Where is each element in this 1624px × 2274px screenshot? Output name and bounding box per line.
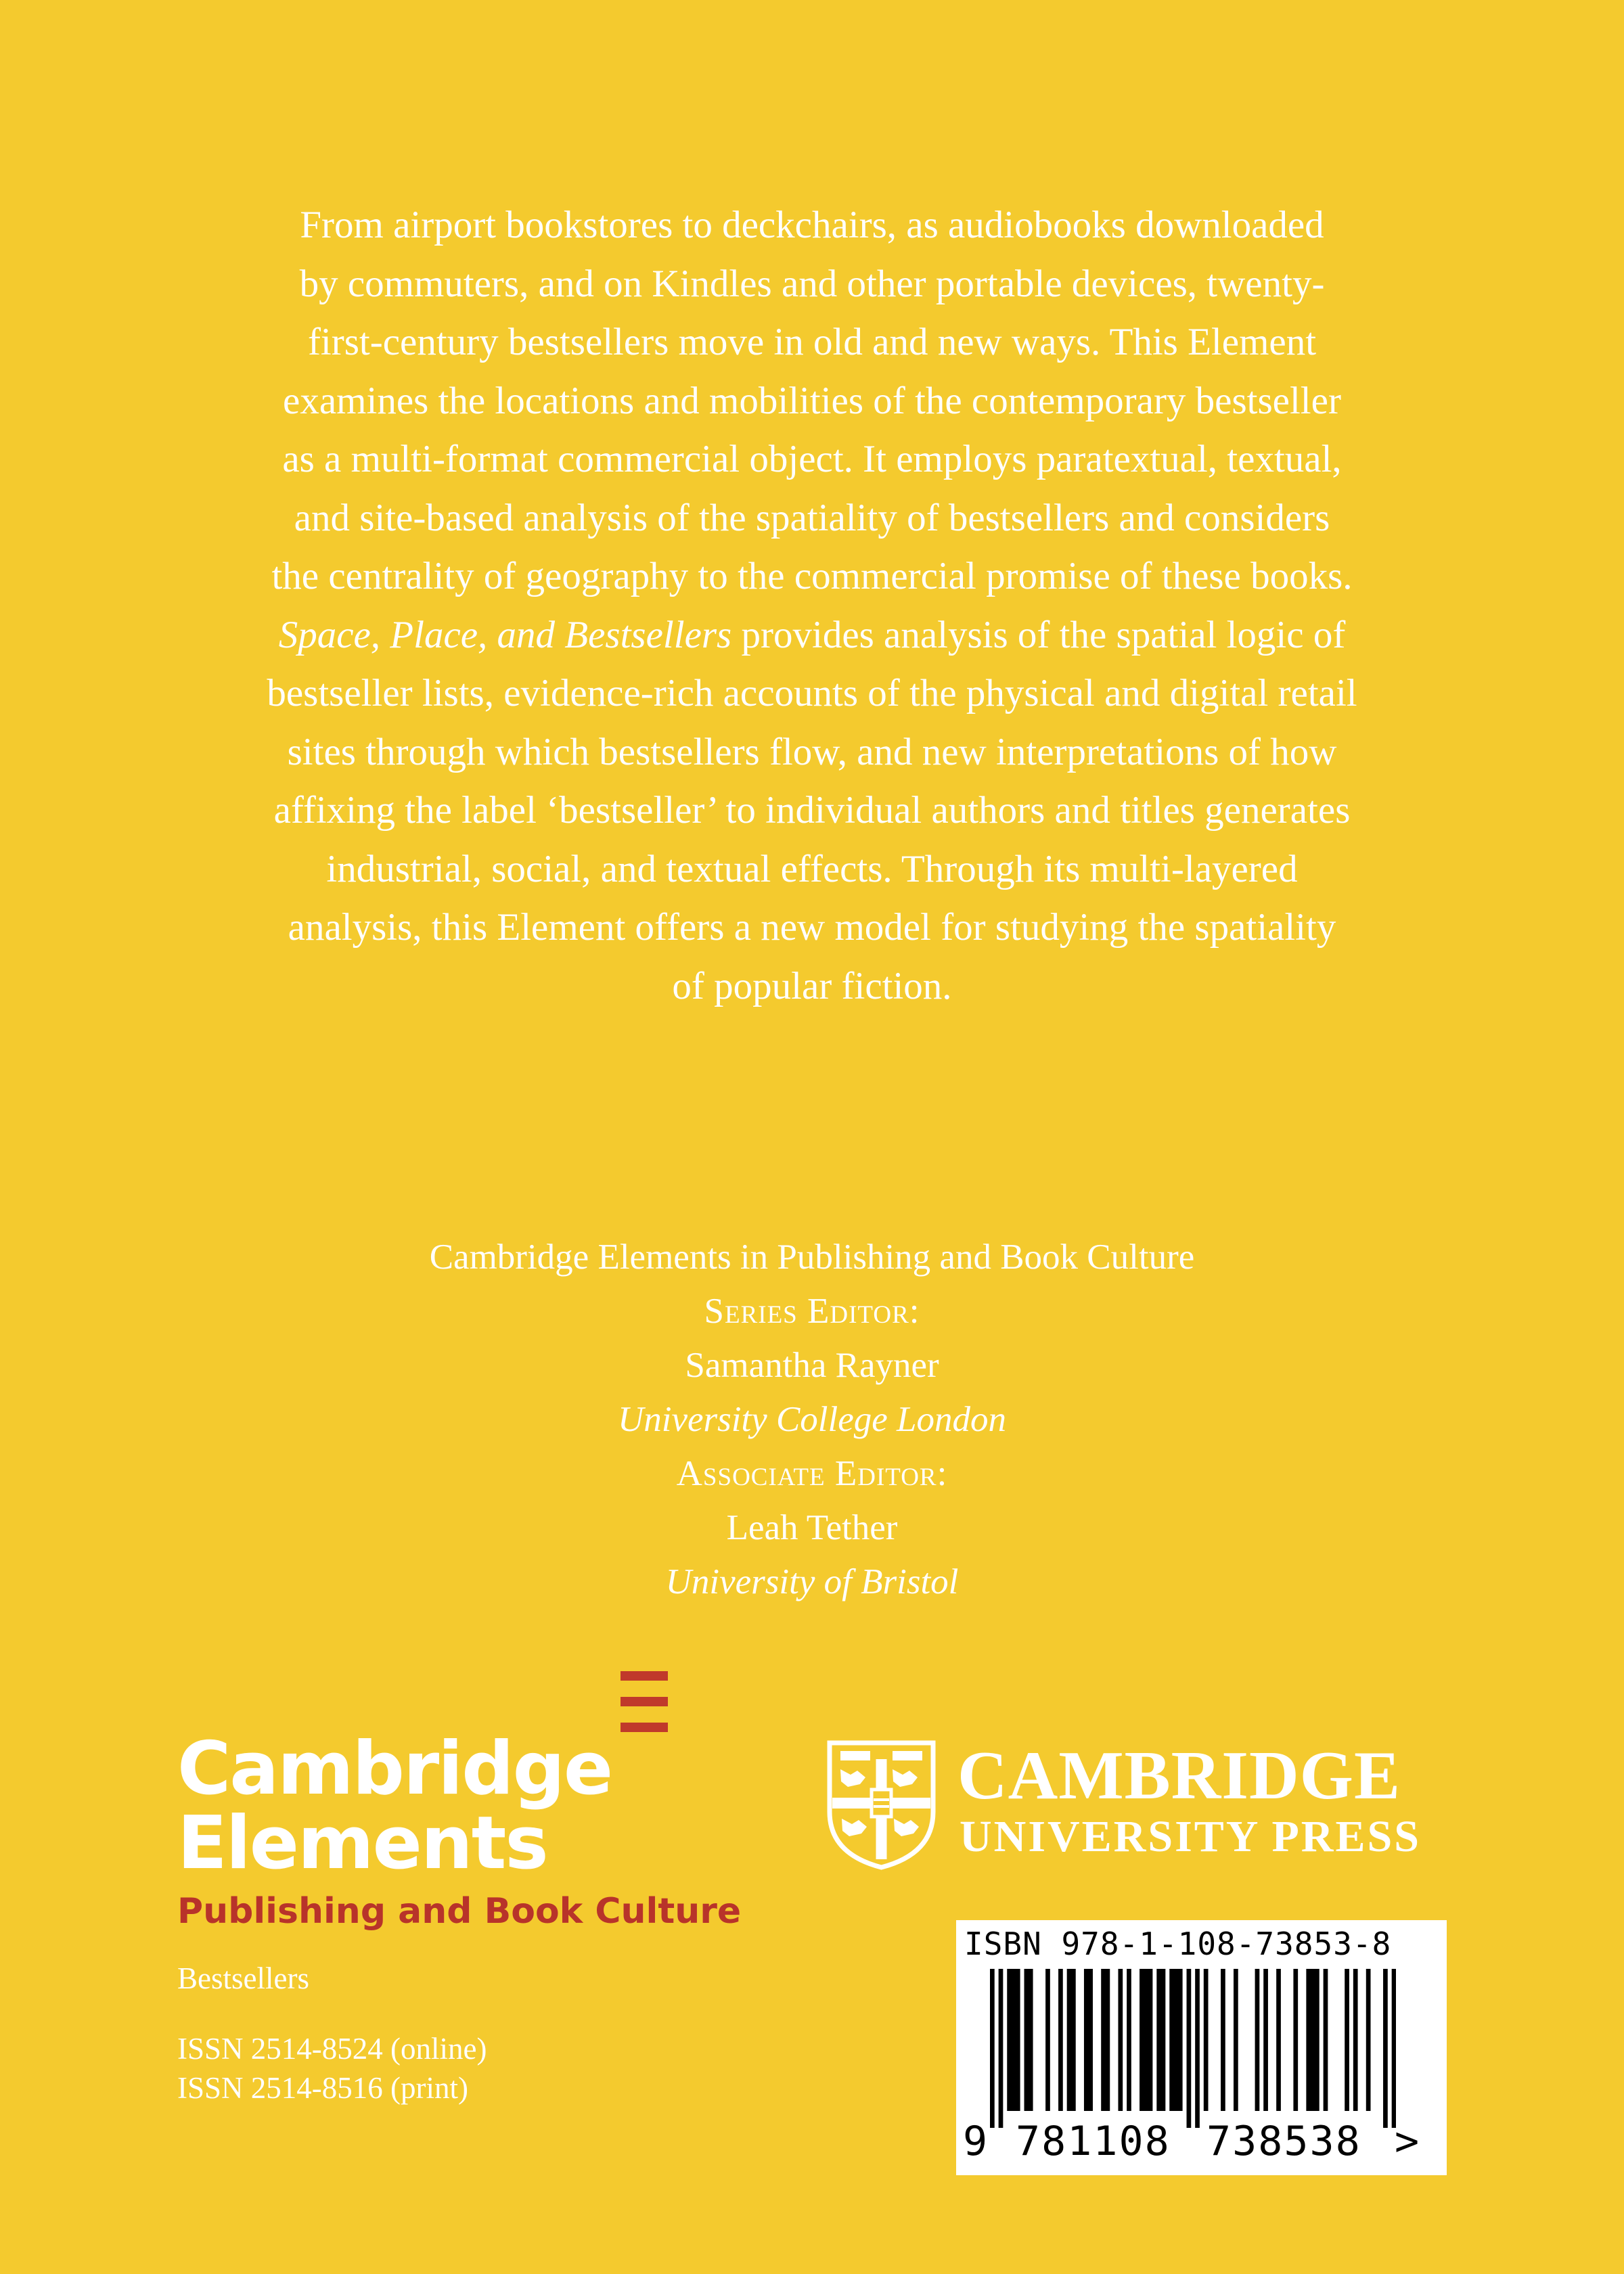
blurb-line: as a multi-format commercial object. It employs paratextual, textual, xyxy=(282,438,1342,480)
blurb-line: affixing the label ‘bestseller’ to individual authors and titles generates xyxy=(273,789,1351,832)
barcode-bar xyxy=(1127,1969,1131,2111)
barcode-bar xyxy=(1140,1969,1144,2111)
blurb-line xyxy=(169,606,1455,665)
blurb-line: first-century bestsellers move in old and new ways. This Element xyxy=(307,321,1317,363)
blurb-line: by commuters, and on Kindles and other portable devices, twenty- xyxy=(299,262,1325,305)
barcode-digit-group1: 781108 xyxy=(1016,2118,1171,2165)
issn-info xyxy=(177,1959,487,2108)
blurb-line: examines the locations and mobilities of the contemporary bestseller xyxy=(283,379,1341,422)
barcode-bar xyxy=(1345,1969,1349,2111)
barcode-bar xyxy=(1144,1969,1148,2111)
cambridge-elements-logo xyxy=(177,1671,692,1894)
barcode-bar xyxy=(1315,1969,1320,2111)
barcode-digit-group2: 738538 xyxy=(1206,2118,1361,2165)
barcode-bar xyxy=(1306,1969,1311,2111)
barcode-bar xyxy=(1383,1969,1388,2128)
blurb-line-rest: provides analysis of the spatial logic of xyxy=(731,613,1346,656)
blurb-line: bestseller lists, evidence-rich accounts of the physical and digital retail xyxy=(267,672,1357,714)
series-subtitle: Publishing and Book Culture xyxy=(177,1891,742,1932)
barcode-bar xyxy=(1161,1969,1166,2111)
barcode-bar xyxy=(990,1969,995,2128)
barcode-bar xyxy=(1392,1969,1396,2128)
logo-word-elements: Elements xyxy=(177,1801,547,1886)
barcode-bar xyxy=(1084,1969,1089,2111)
logo-word-cambridge: Cambridge xyxy=(177,1727,612,1811)
blurb-line: analysis, this Element offers a new model for studying the spatiality xyxy=(288,906,1336,949)
barcode-bar xyxy=(1156,1969,1161,2111)
barcode-bar xyxy=(1195,1969,1200,2128)
issn-online: ISSN 2514-8524 (online) xyxy=(177,2032,487,2066)
blurb-line: industrial, social, and textual effects. Through its multi-layered xyxy=(326,847,1298,890)
series-editor-name: Samantha Rayner xyxy=(685,1346,939,1385)
series-editor-label: Series Editor: xyxy=(704,1292,920,1331)
barcode-bar xyxy=(1174,1969,1179,2111)
barcode-bar xyxy=(1101,1969,1106,2111)
barcode-bar xyxy=(1293,1969,1298,2111)
barcode-bar xyxy=(1366,1969,1371,2111)
barcode-bar xyxy=(1255,1969,1260,2111)
barcode-bar xyxy=(1045,1969,1050,2111)
cambridge-university-press-logo xyxy=(826,1739,1468,1874)
barcode-bar xyxy=(1263,1969,1268,2111)
blurb-line: From airport bookstores to deckchairs, as audiobooks downloaded xyxy=(300,204,1324,246)
blurb-line: the centrality of geography to the commercial promise of these books. xyxy=(271,555,1353,597)
barcode-bar xyxy=(1012,1969,1016,2111)
blurb-line: and site-based analysis of the spatiality of bestsellers and considers xyxy=(294,496,1330,539)
back-cover-blurb xyxy=(169,196,1455,1016)
blurb-line: of popular fiction. xyxy=(672,964,952,1007)
publisher-name xyxy=(957,1739,1421,1861)
university-shield-icon xyxy=(826,1739,937,1871)
barcode-bar xyxy=(1007,1969,1012,2111)
barcode-digit-first: 9 xyxy=(963,2118,989,2165)
series-editor-affiliation: University College London xyxy=(617,1400,1007,1439)
elements-bars-icon xyxy=(621,1671,668,1732)
barcode-bar xyxy=(1029,1969,1033,2111)
barcode-bar xyxy=(1148,1969,1153,2111)
barcode-bar xyxy=(1353,1969,1358,2111)
barcode-bar xyxy=(999,1969,1003,2128)
isbn-label: ISBN 978-1-108-73853-8 xyxy=(964,1926,1392,1962)
barcode-bar xyxy=(1276,1969,1281,2111)
subseries-name: Bestsellers xyxy=(177,1961,309,1995)
barcode-bar xyxy=(1221,1969,1225,2111)
publisher-line1: CAMBRIDGE xyxy=(957,1737,1401,1814)
associate-editor-label: Associate Editor: xyxy=(676,1454,948,1493)
barcode-bar xyxy=(1071,1969,1076,2111)
associate-editor-name: Leah Tether xyxy=(726,1508,898,1547)
book-title-italic: Space, Place, and Bestsellers xyxy=(278,613,732,656)
barcode-bar xyxy=(1324,1969,1328,2111)
barcode-bar xyxy=(1311,1969,1315,2111)
barcode-bar xyxy=(1178,1969,1183,2111)
barcode-bar xyxy=(1106,1969,1110,2111)
barcode-bar xyxy=(1234,1969,1238,2111)
associate-editor-affiliation: University of Bristol xyxy=(665,1562,959,1601)
barcode-bar xyxy=(1016,1969,1020,2111)
series-info xyxy=(271,1230,1353,1609)
barcode-bar xyxy=(1067,1969,1072,2111)
issn-print: ISSN 2514-8516 (print) xyxy=(177,2071,468,2105)
barcode-bar xyxy=(1204,1969,1209,2111)
isbn-barcode xyxy=(956,1920,1447,2175)
barcode-end-marker: > xyxy=(1395,2118,1421,2165)
barcode-bar xyxy=(1024,1969,1029,2111)
barcode-bar xyxy=(1118,1969,1123,2111)
series-name: Cambridge Elements in Publishing and Book Culture xyxy=(429,1237,1195,1277)
blurb-line: sites through which bestsellers flow, and new interpretations of how xyxy=(287,730,1337,773)
barcode-bar xyxy=(1058,1969,1063,2111)
barcode-bar xyxy=(1088,1969,1093,2111)
barcode-bar xyxy=(1169,1969,1174,2111)
barcode-bars xyxy=(990,1969,1396,2128)
publisher-line2: UNIVERSITY PRESS xyxy=(960,1812,1421,1861)
barcode-bar xyxy=(1187,1969,1192,2128)
